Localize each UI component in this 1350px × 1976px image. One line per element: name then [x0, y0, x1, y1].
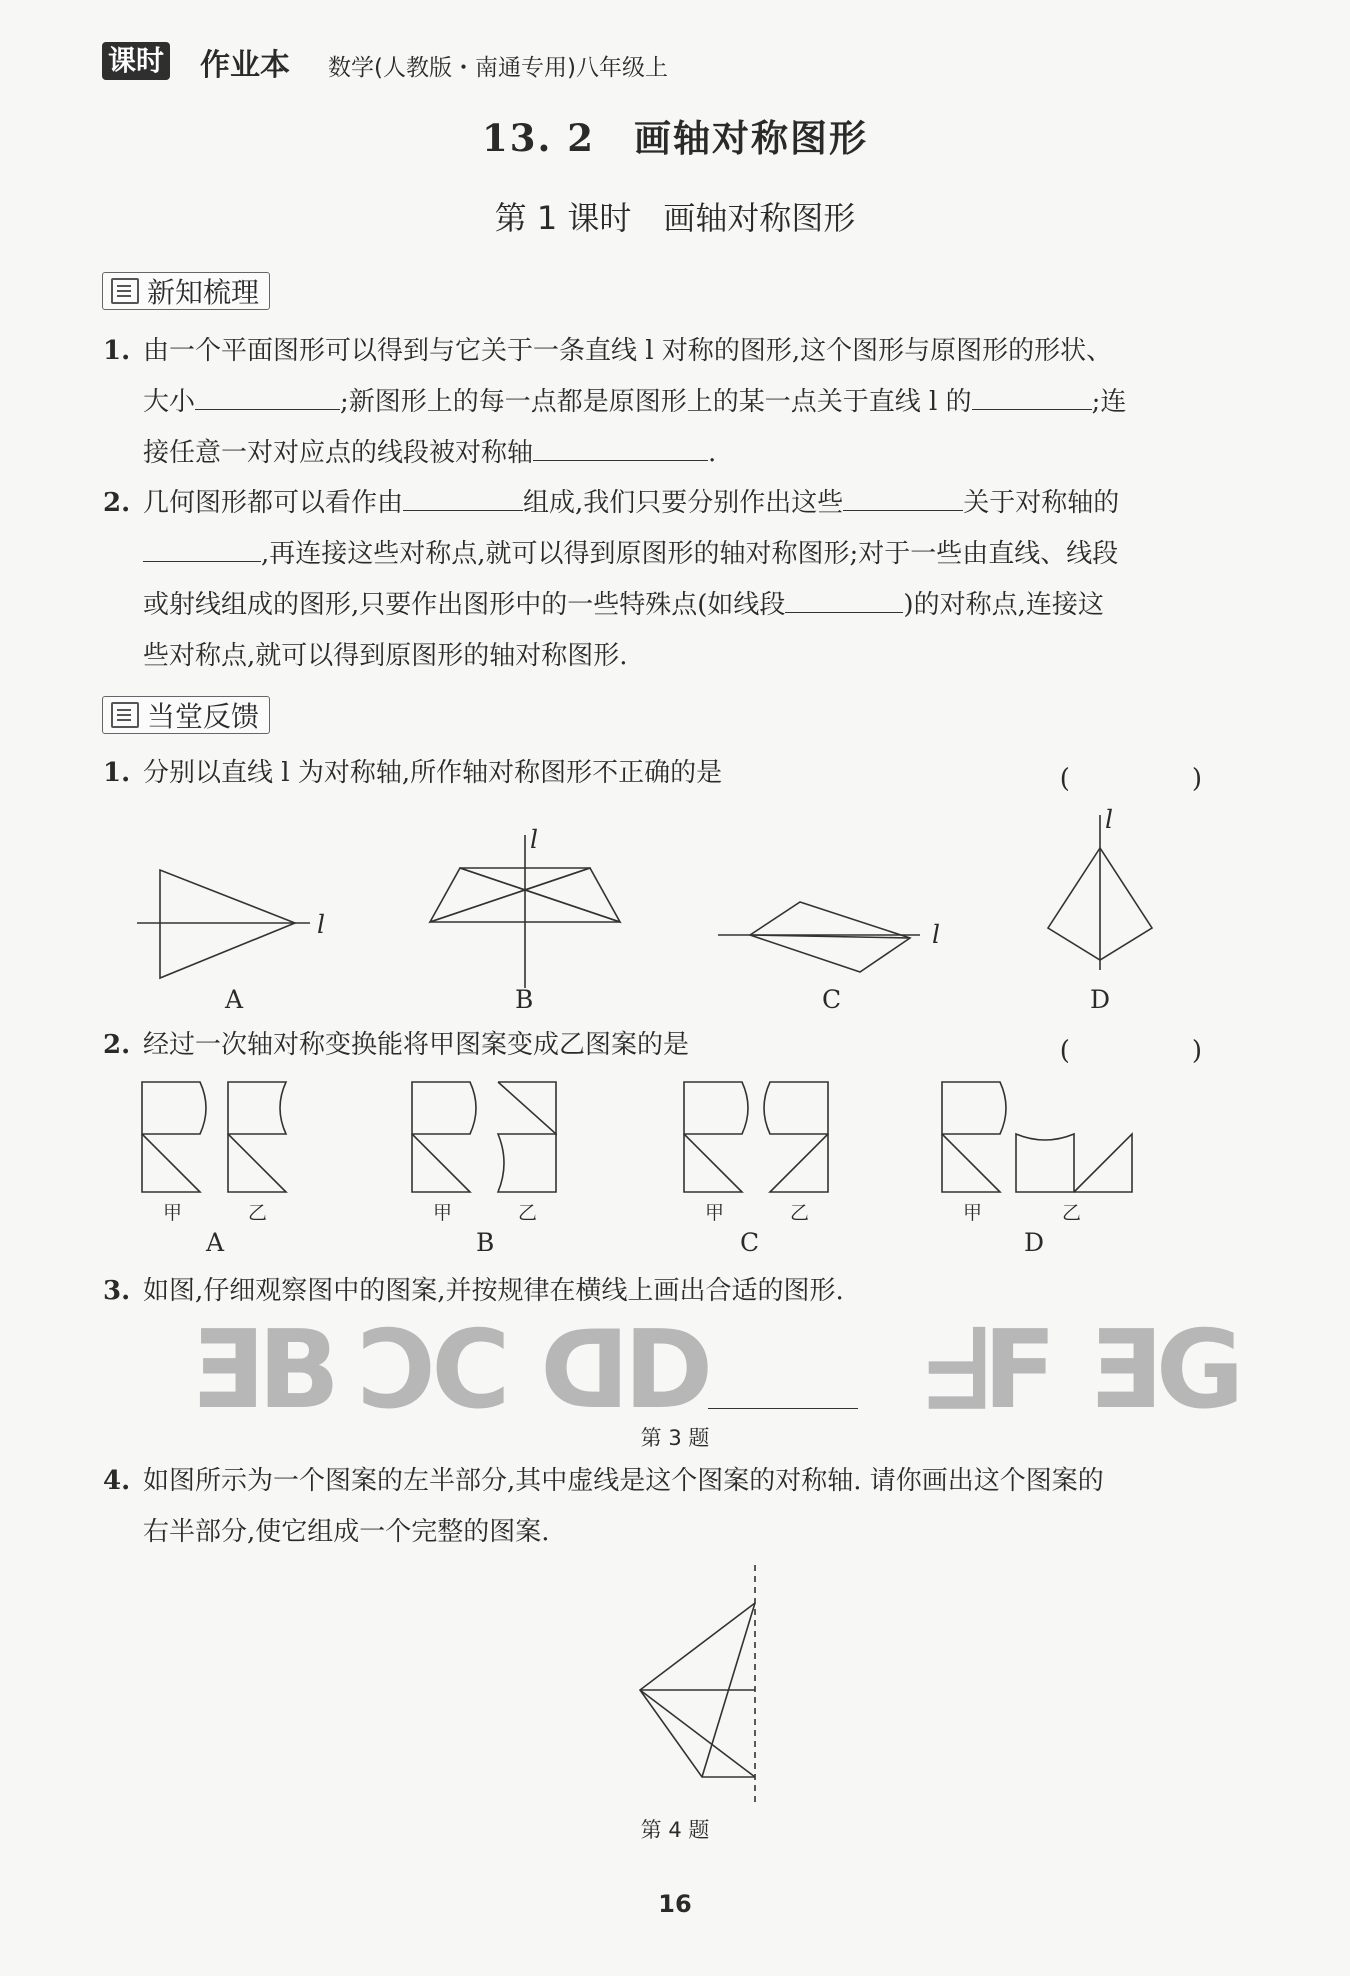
answer-blank[interactable]	[143, 531, 261, 562]
jia-label: 甲	[433, 1202, 453, 1224]
item-text: 几何图形都可以看作由	[143, 488, 404, 518]
item-text: ;新图形上的每一点都是原图形上的某一点关于直线 l 的	[340, 387, 972, 417]
section-tag-feedback	[102, 696, 270, 734]
section-title: 13. 2 画轴对称图形	[482, 116, 868, 160]
section-tag-new-knowledge	[102, 272, 270, 310]
q2-figure-a	[140, 1080, 300, 1195]
question-text: 如图,仔细观察图中的图案,并按规律在横线上画出合适的图形.	[143, 1276, 844, 1306]
item-text: )的对称点,连接这	[903, 590, 1104, 620]
item-number: 2.	[103, 488, 131, 518]
answer-blank[interactable]	[533, 430, 708, 461]
q1-figure-d	[1040, 810, 1160, 980]
option-label: C	[740, 1228, 760, 1257]
knowledge-item-1	[103, 326, 1253, 479]
item-text: 接任意一对对应点的线段被对称轴	[143, 438, 534, 468]
axis-label-l: l	[1105, 805, 1113, 834]
yi-label: 乙	[518, 1202, 538, 1224]
pattern-glyph-1: ƎB	[190, 1308, 335, 1433]
answer-blank[interactable]	[195, 379, 340, 410]
answer-parentheses[interactable]: ( )	[1059, 1036, 1250, 1066]
tag-label: 当堂反馈	[147, 700, 260, 733]
answer-blank[interactable]	[403, 480, 523, 511]
pencil-note-icon	[111, 702, 139, 728]
axis-label-l: l	[932, 920, 940, 949]
option-label: D	[1090, 985, 1111, 1014]
question-text: 右半部分,使它组成一个完整的图案.	[143, 1517, 550, 1547]
axis-label-l: l	[530, 825, 538, 854]
page-number: 16	[658, 1890, 692, 1918]
option-label: A	[225, 985, 244, 1014]
item-text: 由一个平面图形可以得到与它关于一条直线 l 对称的图形,这个图形与原图形的形状、	[143, 336, 1113, 366]
book-name: 作业本	[200, 48, 290, 83]
question-text: 如图所示为一个图案的左半部分,其中虚线是这个图案的对称轴. 请你画出这个图案的	[143, 1466, 1104, 1496]
knowledge-item-2	[103, 478, 1253, 682]
item-text: 或射线组成的图形,只要作出图形中的一些特殊点(如线段	[143, 590, 786, 620]
q4-half-figure	[630, 1565, 770, 1805]
item-text: 组成,我们只要分别作出这些	[523, 488, 844, 518]
option-label: D	[1024, 1228, 1045, 1257]
item-text: ;连	[1091, 387, 1127, 417]
yi-label: 乙	[790, 1202, 810, 1224]
q2-figure-d	[940, 1080, 1140, 1195]
figure-caption: 第 3 题	[640, 1426, 710, 1450]
option-label: B	[476, 1228, 495, 1257]
jia-label: 甲	[163, 1202, 183, 1224]
answer-blank[interactable]	[972, 379, 1092, 410]
pattern-glyph-3: ᗡD	[540, 1308, 708, 1433]
yi-label: 乙	[248, 1202, 268, 1224]
book-icon	[111, 278, 139, 304]
question-number: 2.	[103, 1030, 131, 1060]
item-text: .	[708, 438, 717, 468]
question-text: 分别以直线 l 为对称轴,所作轴对称图形不正确的是	[143, 758, 723, 788]
q1-figure-c	[715, 890, 935, 1000]
answer-blank[interactable]	[843, 480, 963, 511]
question-number: 4.	[103, 1466, 131, 1496]
pattern-answer-blank[interactable]	[708, 1378, 858, 1409]
q2-figure-b	[410, 1080, 570, 1195]
option-label: B	[515, 985, 534, 1014]
item-number: 1.	[103, 336, 131, 366]
q1-figure-b	[425, 830, 625, 990]
item-text: 大小	[143, 387, 196, 417]
lesson-title: 第 1 课时 画轴对称图形	[494, 199, 856, 237]
jia-label: 甲	[963, 1202, 983, 1224]
figure-caption: 第 4 题	[640, 1818, 710, 1842]
question-number: 1.	[103, 758, 131, 788]
item-text: ,再连接这些对称点,就可以得到原图形的轴对称图形;对于一些由直线、线段	[261, 539, 1119, 569]
item-text: 些对称点,就可以得到原图形的轴对称图形.	[143, 641, 628, 671]
pattern-glyph-2: ƆC	[358, 1308, 505, 1433]
axis-label-l: l	[317, 910, 325, 939]
feedback-question-4	[103, 1456, 1253, 1558]
option-label: A	[206, 1228, 225, 1257]
answer-blank[interactable]	[785, 582, 903, 613]
question-number: 3.	[103, 1276, 131, 1306]
pattern-glyph-6: ƎG	[1088, 1308, 1239, 1433]
jia-label: 甲	[705, 1202, 725, 1224]
pattern-glyph-5: ᖵF	[925, 1308, 1051, 1433]
q1-figure-a	[140, 860, 340, 980]
option-label: C	[822, 985, 842, 1014]
subject-line: 数学(人教版・南通专用)八年级上	[328, 55, 668, 81]
tag-label: 新知梳理	[147, 276, 260, 309]
question-text: 经过一次轴对称变换能将甲图案变成乙图案的是	[143, 1030, 690, 1060]
q2-figure-c	[682, 1080, 842, 1195]
answer-parentheses[interactable]: ( )	[1059, 764, 1250, 794]
series-logo: 课时	[102, 42, 170, 80]
yi-label: 乙	[1062, 1202, 1082, 1224]
item-text: 关于对称轴的	[963, 488, 1120, 518]
